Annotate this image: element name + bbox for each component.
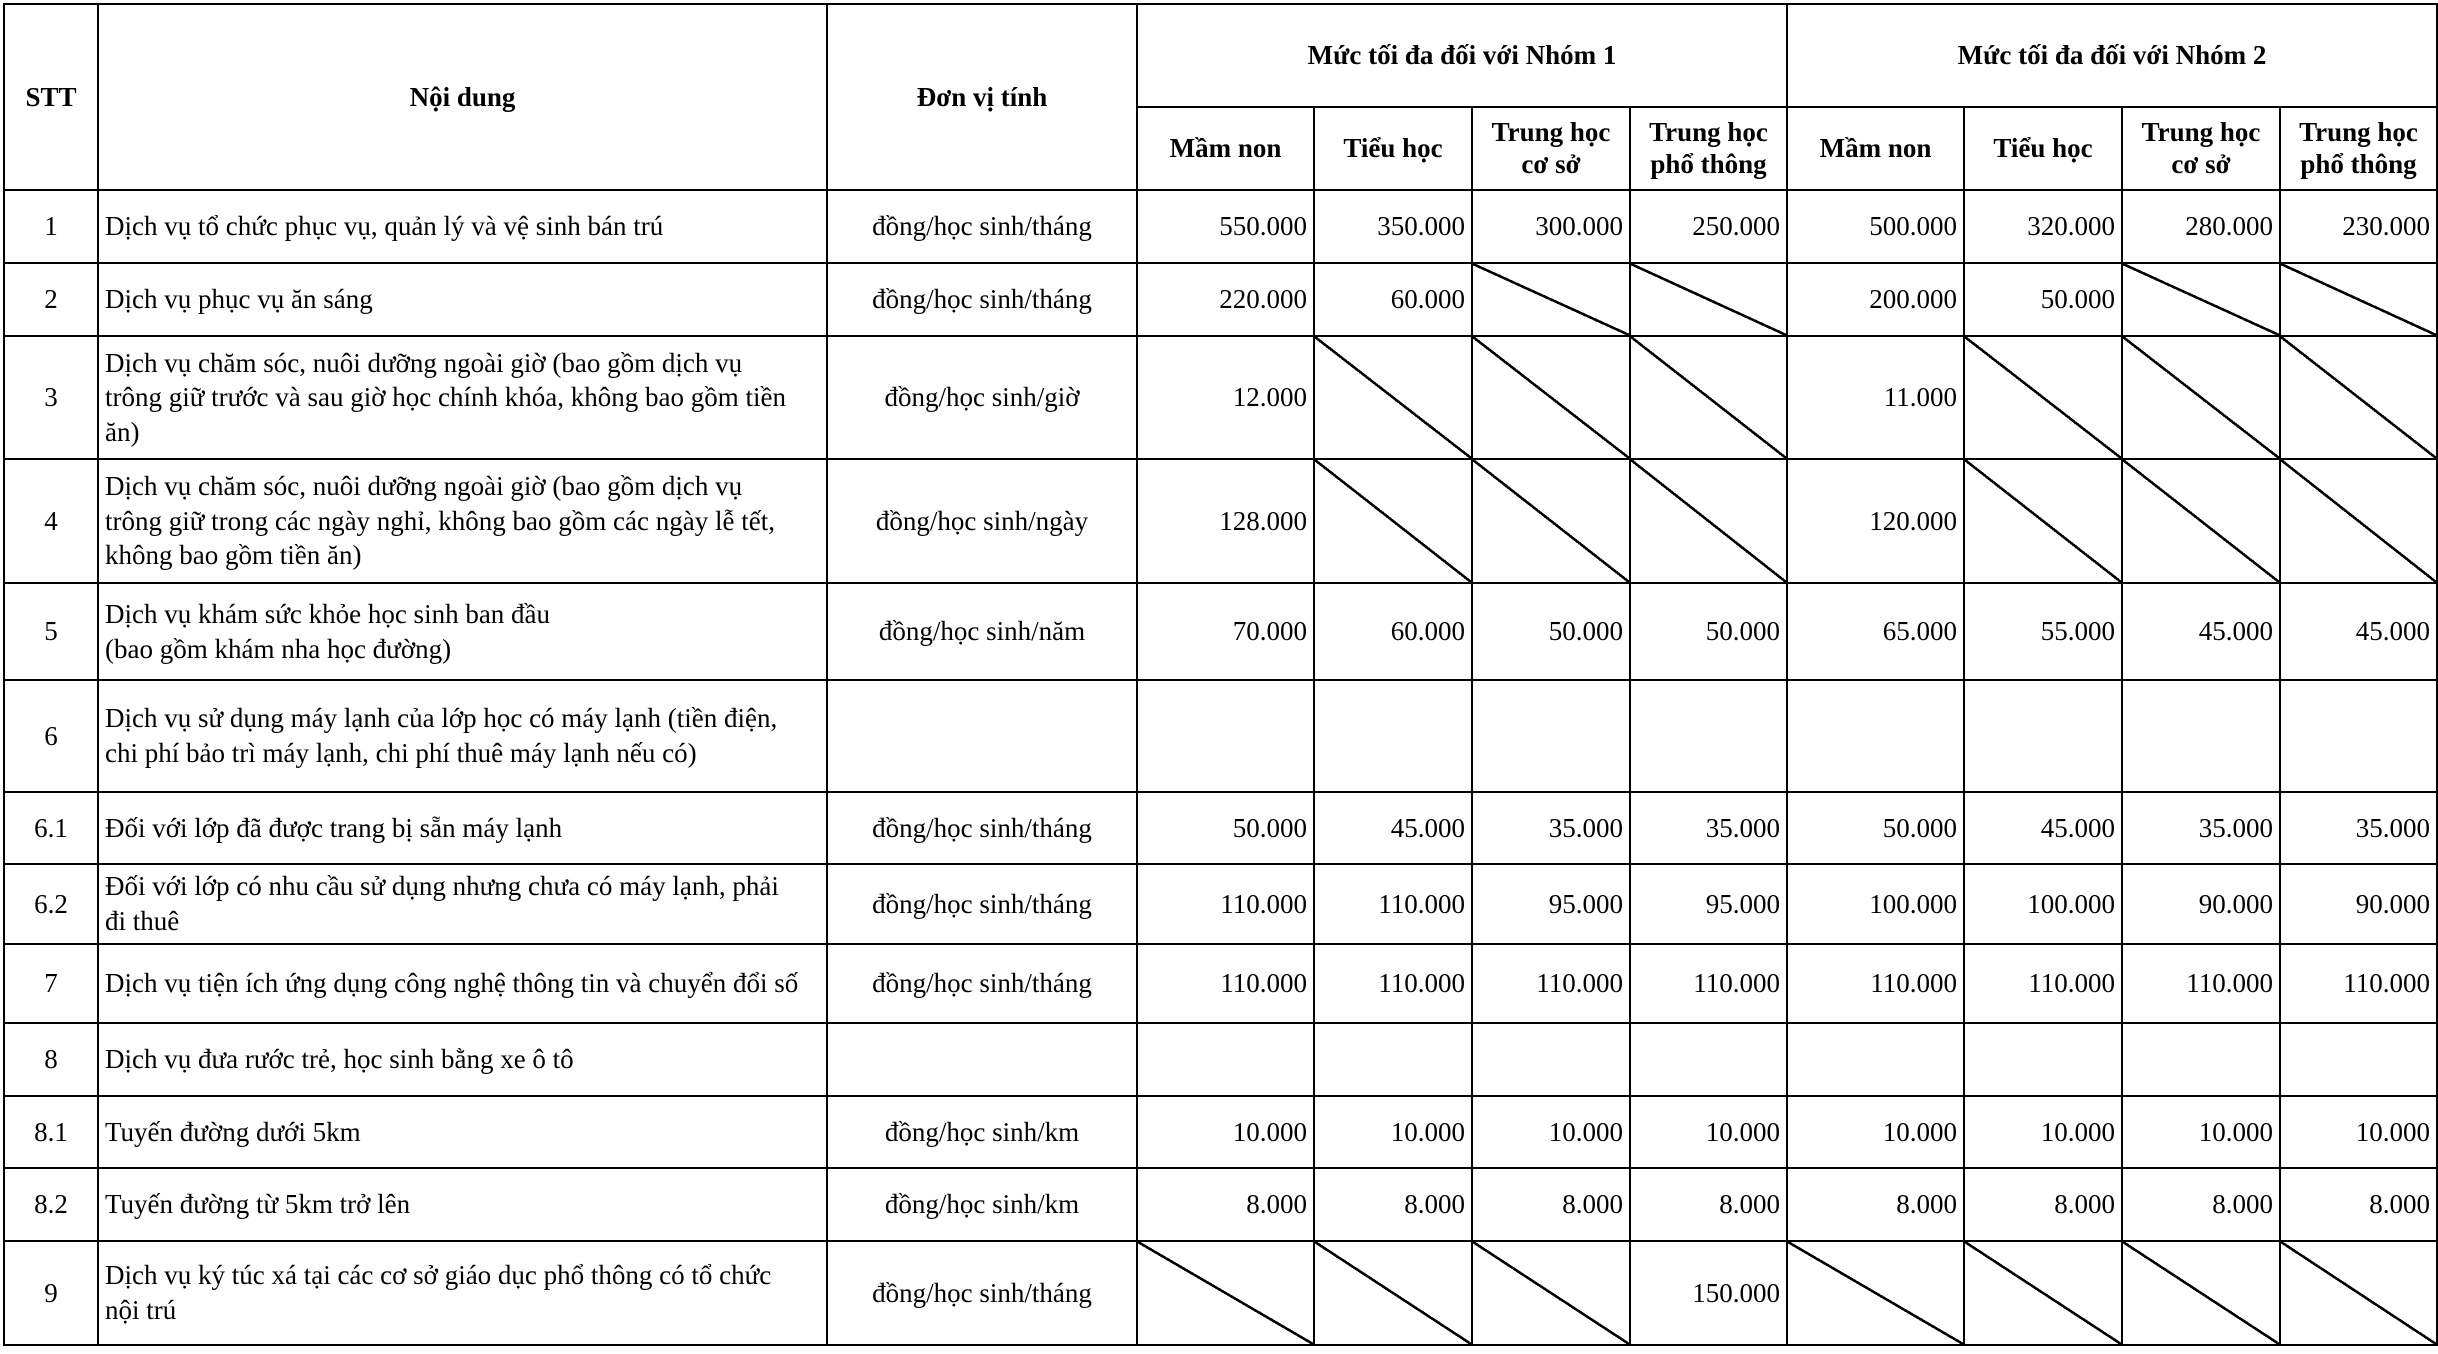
stt-cell: 4 bbox=[4, 459, 98, 583]
value-cell: 350.000 bbox=[1314, 190, 1472, 263]
header-level-line: phổ thông bbox=[2300, 148, 2417, 179]
content-cell bbox=[98, 1023, 827, 1096]
not-applicable-cell bbox=[1472, 1241, 1630, 1345]
not-applicable-cell bbox=[1472, 459, 1630, 583]
empty-cell bbox=[2122, 680, 2280, 792]
content-line: trông giữ trước và sau giờ học chính khóa, không bao gồm tiền bbox=[105, 382, 786, 413]
stt-cell: 6.1 bbox=[4, 792, 98, 864]
not-applicable-cell bbox=[2280, 336, 2437, 459]
not-applicable-cell bbox=[1630, 263, 1787, 336]
content-line: Tuyến đường dưới 5km bbox=[105, 1116, 361, 1147]
content-line: chi phí bảo trì máy lạnh, chi phí thuê máy lạnh nếu có) bbox=[105, 738, 697, 768]
value-cell: 10.000 bbox=[1314, 1096, 1472, 1168]
table-row bbox=[4, 944, 2437, 1023]
not-applicable-cell bbox=[1630, 336, 1787, 459]
header-level-g2-1 bbox=[1787, 107, 1964, 190]
unit-cell bbox=[827, 680, 1137, 792]
value-cell: 70.000 bbox=[1137, 583, 1314, 680]
table-row bbox=[4, 1096, 2437, 1168]
header-level-line: Trung học bbox=[1491, 116, 1611, 147]
value-cell: 10.000 bbox=[1787, 1096, 1964, 1168]
value-cell: 10.000 bbox=[2122, 1096, 2280, 1168]
value-cell: 11.000 bbox=[1787, 336, 1964, 459]
content-line: Đối với lớp đã được trang bị sẵn máy lạnh bbox=[105, 812, 563, 843]
value-cell: 110.000 bbox=[1314, 944, 1472, 1023]
value-cell: 320.000 bbox=[1964, 190, 2122, 263]
content-cell bbox=[98, 944, 827, 1023]
value-cell: 35.000 bbox=[1630, 792, 1787, 864]
content-line: Dịch vụ tiện ích ứng dụng công nghệ thông tin và chuyển đổi số bbox=[105, 968, 799, 999]
unit-cell: đồng/học sinh/giờ bbox=[827, 336, 1137, 459]
value-cell: 60.000 bbox=[1314, 263, 1472, 336]
empty-cell bbox=[1630, 1023, 1787, 1096]
table-header bbox=[4, 4, 2437, 190]
not-applicable-cell bbox=[2280, 1241, 2437, 1345]
value-cell: 230.000 bbox=[2280, 190, 2437, 263]
content-cell bbox=[98, 864, 827, 944]
content-cell bbox=[98, 792, 827, 864]
stt-cell: 1 bbox=[4, 190, 98, 263]
unit-cell: đồng/học sinh/km bbox=[827, 1168, 1137, 1241]
header-level-line: cơ sở bbox=[1521, 148, 1581, 179]
header-level-line: Trung học bbox=[1649, 116, 1768, 147]
value-cell: 8.000 bbox=[1137, 1168, 1314, 1241]
value-cell: 8.000 bbox=[1314, 1168, 1472, 1241]
content-line: nội trú bbox=[105, 1295, 177, 1325]
header-level-line: Tiểu học bbox=[1993, 132, 2093, 163]
empty-cell bbox=[1472, 680, 1630, 792]
header-level-line: Tiểu học bbox=[1343, 132, 1443, 163]
header-level-g2-4 bbox=[2280, 107, 2437, 190]
empty-cell bbox=[1630, 680, 1787, 792]
content-line: Tuyến đường từ 5km trở lên bbox=[105, 1189, 411, 1220]
content-line: Dịch vụ sử dụng máy lạnh của lớp học có máy lạnh (tiền điện, bbox=[105, 703, 778, 734]
empty-cell bbox=[1787, 1023, 1964, 1096]
not-applicable-cell bbox=[1964, 459, 2122, 583]
value-cell: 12.000 bbox=[1137, 336, 1314, 459]
header-level-g1-1 bbox=[1137, 107, 1314, 190]
value-cell: 110.000 bbox=[2122, 944, 2280, 1023]
value-cell: 10.000 bbox=[1964, 1096, 2122, 1168]
table-row bbox=[4, 1168, 2437, 1241]
unit-cell: đồng/học sinh/tháng bbox=[827, 944, 1137, 1023]
value-cell: 280.000 bbox=[2122, 190, 2280, 263]
value-cell: 8.000 bbox=[2122, 1168, 2280, 1241]
content-cell bbox=[98, 1096, 827, 1168]
value-cell: 10.000 bbox=[1630, 1096, 1787, 1168]
value-cell: 45.000 bbox=[2280, 583, 2437, 680]
value-cell: 90.000 bbox=[2122, 864, 2280, 944]
not-applicable-cell bbox=[1314, 459, 1472, 583]
value-cell: 110.000 bbox=[1964, 944, 2122, 1023]
empty-cell bbox=[2122, 1023, 2280, 1096]
content-line: ăn) bbox=[105, 416, 140, 447]
table-row bbox=[4, 792, 2437, 864]
content-cell bbox=[98, 1168, 827, 1241]
content-line: Dịch vụ chăm sóc, nuôi dưỡng ngoài giờ (bao gồm dịch vụ bbox=[105, 471, 743, 502]
value-cell: 110.000 bbox=[1314, 864, 1472, 944]
table-row bbox=[4, 190, 2437, 263]
unit-cell: đồng/học sinh/km bbox=[827, 1096, 1137, 1168]
value-cell: 45.000 bbox=[1314, 792, 1472, 864]
unit-cell: đồng/học sinh/tháng bbox=[827, 792, 1137, 864]
not-applicable-cell bbox=[1314, 1241, 1472, 1345]
value-cell: 10.000 bbox=[1472, 1096, 1630, 1168]
content-line: đi thuê bbox=[105, 906, 180, 936]
value-cell: 250.000 bbox=[1630, 190, 1787, 263]
value-cell: 500.000 bbox=[1787, 190, 1964, 263]
empty-cell bbox=[2280, 1023, 2437, 1096]
header-level-line: Trung học bbox=[2299, 116, 2418, 147]
content-line: Dịch vụ ký túc xá tại các cơ sở giáo dục phổ thông có tổ chức bbox=[105, 1260, 772, 1291]
stt-cell: 7 bbox=[4, 944, 98, 1023]
content-cell bbox=[98, 190, 827, 263]
unit-cell: đồng/học sinh/tháng bbox=[827, 1241, 1137, 1345]
value-cell: 95.000 bbox=[1630, 864, 1787, 944]
value-cell: 50.000 bbox=[1964, 263, 2122, 336]
unit-cell: đồng/học sinh/ngày bbox=[827, 459, 1137, 583]
table-row bbox=[4, 864, 2437, 944]
value-cell: 50.000 bbox=[1137, 792, 1314, 864]
stt-cell: 3 bbox=[4, 336, 98, 459]
content-line: Dịch vụ đưa rước trẻ, học sinh bằng xe ô tô bbox=[105, 1044, 574, 1075]
value-cell: 110.000 bbox=[2280, 944, 2437, 1023]
value-cell: 8.000 bbox=[1787, 1168, 1964, 1241]
unit-cell: đồng/học sinh/tháng bbox=[827, 190, 1137, 263]
value-cell: 150.000 bbox=[1630, 1241, 1787, 1345]
header-level-g1-2 bbox=[1314, 107, 1472, 190]
unit-cell: đồng/học sinh/tháng bbox=[827, 263, 1137, 336]
value-cell: 8.000 bbox=[1472, 1168, 1630, 1241]
fee-table bbox=[3, 3, 2438, 1346]
content-line: Đối với lớp có nhu cầu sử dụng nhưng chưa có máy lạnh, phải bbox=[105, 871, 779, 902]
value-cell: 45.000 bbox=[2122, 583, 2280, 680]
content-cell bbox=[98, 680, 827, 792]
content-cell bbox=[98, 336, 827, 459]
value-cell: 35.000 bbox=[1472, 792, 1630, 864]
value-cell: 550.000 bbox=[1137, 190, 1314, 263]
stt-cell: 8.1 bbox=[4, 1096, 98, 1168]
header-stt: STT bbox=[4, 4, 98, 190]
not-applicable-cell bbox=[1472, 263, 1630, 336]
table-row bbox=[4, 680, 2437, 792]
header-content: Nội dung bbox=[98, 4, 827, 190]
stt-cell: 6.2 bbox=[4, 864, 98, 944]
stt-cell: 8.2 bbox=[4, 1168, 98, 1241]
content-cell bbox=[98, 263, 827, 336]
value-cell: 45.000 bbox=[1964, 792, 2122, 864]
header-level-g2-3 bbox=[2122, 107, 2280, 190]
table-row bbox=[4, 263, 2437, 336]
value-cell: 50.000 bbox=[1630, 583, 1787, 680]
value-cell: 110.000 bbox=[1787, 944, 1964, 1023]
empty-cell bbox=[1314, 1023, 1472, 1096]
not-applicable-cell bbox=[1472, 336, 1630, 459]
not-applicable-cell bbox=[1137, 1241, 1314, 1345]
stt-cell: 5 bbox=[4, 583, 98, 680]
empty-cell bbox=[1472, 1023, 1630, 1096]
header-level-g1-4 bbox=[1630, 107, 1787, 190]
table-row bbox=[4, 1241, 2437, 1345]
value-cell: 55.000 bbox=[1964, 583, 2122, 680]
not-applicable-cell bbox=[1314, 336, 1472, 459]
value-cell: 8.000 bbox=[2280, 1168, 2437, 1241]
value-cell: 120.000 bbox=[1787, 459, 1964, 583]
header-group-1: Mức tối đa đối với Nhóm 1 bbox=[1137, 4, 1787, 107]
table-row bbox=[4, 459, 2437, 583]
header-group-2: Mức tối đa đối với Nhóm 2 bbox=[1787, 4, 2437, 107]
content-line: không bao gồm tiền ăn) bbox=[105, 540, 362, 571]
stt-cell: 9 bbox=[4, 1241, 98, 1345]
unit-cell: đồng/học sinh/năm bbox=[827, 583, 1137, 680]
table-row bbox=[4, 1023, 2437, 1096]
content-cell bbox=[98, 459, 827, 583]
empty-cell bbox=[1137, 680, 1314, 792]
value-cell: 220.000 bbox=[1137, 263, 1314, 336]
header-unit: Đơn vị tính bbox=[827, 4, 1137, 190]
value-cell: 10.000 bbox=[1137, 1096, 1314, 1168]
not-applicable-cell bbox=[2122, 1241, 2280, 1345]
stt-cell: 2 bbox=[4, 263, 98, 336]
empty-cell bbox=[1964, 680, 2122, 792]
value-cell: 90.000 bbox=[2280, 864, 2437, 944]
table-row bbox=[4, 583, 2437, 680]
content-line: (bao gồm khám nha học đường) bbox=[105, 633, 452, 664]
header-row-groups bbox=[4, 4, 2437, 107]
stt-cell: 8 bbox=[4, 1023, 98, 1096]
value-cell: 110.000 bbox=[1472, 944, 1630, 1023]
content-line: Dịch vụ phục vụ ăn sáng bbox=[105, 284, 373, 315]
not-applicable-cell bbox=[1964, 1241, 2122, 1345]
table-row bbox=[4, 336, 2437, 459]
value-cell: 35.000 bbox=[2280, 792, 2437, 864]
header-level-line: Mầm non bbox=[1169, 132, 1282, 163]
value-cell: 50.000 bbox=[1472, 583, 1630, 680]
value-cell: 100.000 bbox=[1787, 864, 1964, 944]
value-cell: 95.000 bbox=[1472, 864, 1630, 944]
value-cell: 110.000 bbox=[1137, 864, 1314, 944]
header-level-g2-2 bbox=[1964, 107, 2122, 190]
value-cell: 128.000 bbox=[1137, 459, 1314, 583]
not-applicable-cell bbox=[2122, 336, 2280, 459]
not-applicable-cell bbox=[2122, 263, 2280, 336]
content-cell bbox=[98, 1241, 827, 1345]
value-cell: 60.000 bbox=[1314, 583, 1472, 680]
content-cell bbox=[98, 583, 827, 680]
value-cell: 65.000 bbox=[1787, 583, 1964, 680]
unit-cell: đồng/học sinh/tháng bbox=[827, 864, 1137, 944]
not-applicable-cell bbox=[1630, 459, 1787, 583]
content-line: Dịch vụ chăm sóc, nuôi dưỡng ngoài giờ (bao gồm dịch vụ bbox=[105, 347, 743, 378]
value-cell: 50.000 bbox=[1787, 792, 1964, 864]
header-level-line: phổ thông bbox=[1650, 148, 1767, 179]
stt-cell: 6 bbox=[4, 680, 98, 792]
empty-cell bbox=[1964, 1023, 2122, 1096]
unit-cell bbox=[827, 1023, 1137, 1096]
value-cell: 110.000 bbox=[1137, 944, 1314, 1023]
content-line: trông giữ trong các ngày nghỉ, không bao gồm các ngày lễ tết, bbox=[105, 505, 775, 536]
not-applicable-cell bbox=[1964, 336, 2122, 459]
header-level-line: Mầm non bbox=[1819, 132, 1932, 163]
value-cell: 35.000 bbox=[2122, 792, 2280, 864]
header-level-g1-3 bbox=[1472, 107, 1630, 190]
not-applicable-cell bbox=[2280, 459, 2437, 583]
value-cell: 8.000 bbox=[1964, 1168, 2122, 1241]
not-applicable-cell bbox=[2122, 459, 2280, 583]
value-cell: 110.000 bbox=[1630, 944, 1787, 1023]
value-cell: 10.000 bbox=[2280, 1096, 2437, 1168]
empty-cell bbox=[2280, 680, 2437, 792]
not-applicable-cell bbox=[2280, 263, 2437, 336]
empty-cell bbox=[1137, 1023, 1314, 1096]
content-line: Dịch vụ khám sức khỏe học sinh ban đầu bbox=[105, 598, 551, 629]
empty-cell bbox=[1787, 680, 1964, 792]
value-cell: 100.000 bbox=[1964, 864, 2122, 944]
content-line: Dịch vụ tổ chức phục vụ, quản lý và vệ sinh bán trú bbox=[105, 211, 664, 242]
header-level-line: Trung học bbox=[2141, 116, 2261, 147]
value-cell: 8.000 bbox=[1630, 1168, 1787, 1241]
empty-cell bbox=[1314, 680, 1472, 792]
value-cell: 200.000 bbox=[1787, 263, 1964, 336]
not-applicable-cell bbox=[1787, 1241, 1964, 1345]
value-cell: 300.000 bbox=[1472, 190, 1630, 263]
table-body bbox=[4, 190, 2437, 1345]
header-level-line: cơ sở bbox=[2171, 148, 2231, 179]
